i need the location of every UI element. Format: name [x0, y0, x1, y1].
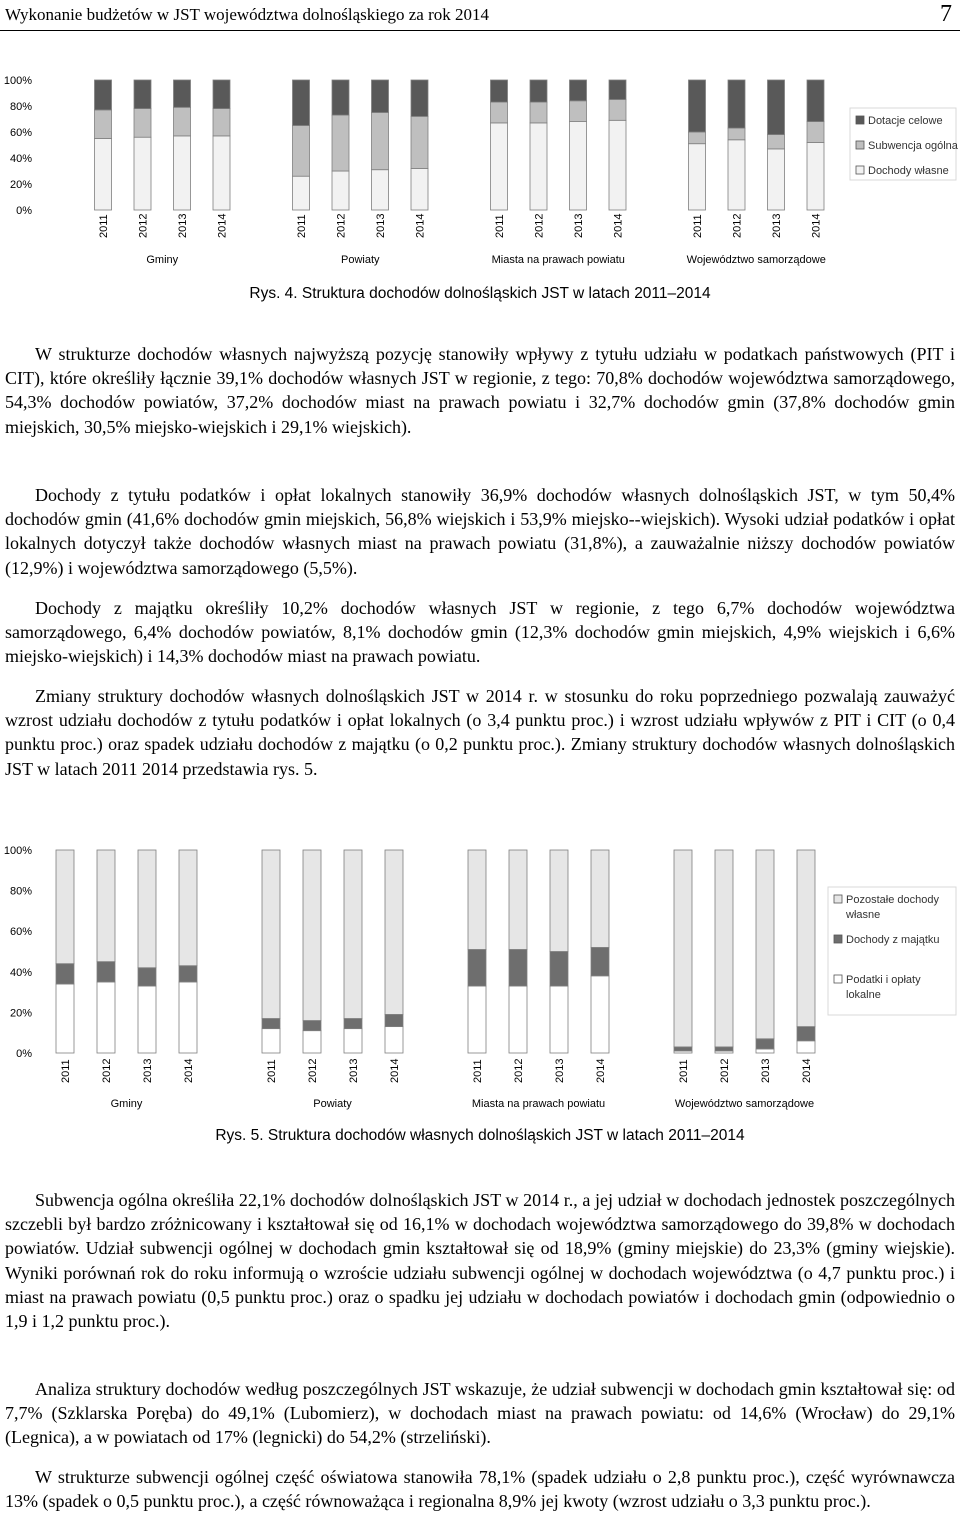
- bar-segment: [213, 109, 230, 136]
- y-tick-label: 0%: [16, 1048, 32, 1060]
- bar-segment: [530, 102, 547, 123]
- bar-segment: [138, 986, 156, 1053]
- x-tick-label: 2012: [101, 1058, 113, 1083]
- bar-segment: [609, 120, 626, 210]
- x-tick-label: 2014: [810, 213, 823, 238]
- x-tick-label: 2013: [760, 1058, 772, 1083]
- bar-segment: [797, 850, 815, 1027]
- bar-segment: [591, 850, 609, 947]
- bar-segment: [262, 1018, 280, 1028]
- y-tick-label: 80%: [9, 101, 32, 113]
- bar-segment: [491, 123, 508, 210]
- bar-segment: [756, 850, 774, 1039]
- x-tick-label: 2012: [307, 1058, 319, 1083]
- bar-segment: [385, 1027, 403, 1053]
- x-tick-label: 2014: [612, 213, 625, 238]
- paragraph-1: W strukturze dochodów własnych najwyższą pozycję stanowiły wpływy z tytułu udziału w podatkach państwowych (PIT i CIT), które określiły łącznie 39,1% dochodów własnych JST w regionie, z tego: 70,8% dochodów województwa samorządowego, 54,3% dochodów powiatów, 37,2% dochodów miast na prawach powiatu i 32,7% dochodów gmin (37,8% dochodów gmin miejskich, 30,5% miejsko-wiejskich i 29,1% wiejskich).: [5, 344, 955, 437]
- bar-segment: [468, 949, 486, 986]
- bar-segment: [303, 1021, 321, 1031]
- x-tick-label: 2013: [771, 213, 783, 238]
- y-tick-label: 20%: [9, 179, 32, 191]
- bar-segment: [468, 850, 486, 949]
- figure-4-svg: [0, 60, 960, 280]
- x-tick-label: 2014: [595, 1058, 607, 1083]
- x-tick-label: 2013: [348, 1058, 360, 1083]
- x-tick-label: 2011: [266, 1059, 278, 1083]
- paragraph-4: Zmiany struktury dochodów własnych dolnośląskich JST w 2014 r. w stosunku do roku poprzedniego pozwalają zauważyć wzrost udziału dochodów z tytułu podatków i opłat lokalnych (o 3,4 punktu proc.) i wzrost udziału wpływów z PIT i CIT (o 0,4 punktu proc.) oraz spadek udziału dochodów z majątku (o 0,2 punktu proc.). Zmiany struktury dochodów własnych dolnośląskich JST w latach 2011 2014 przedstawia rys. 5.: [5, 686, 955, 779]
- bar-segment: [293, 176, 310, 210]
- bar-segment: [56, 964, 74, 984]
- bar-segment: [768, 80, 785, 135]
- legend-swatch: [856, 141, 864, 149]
- bar-segment: [293, 80, 310, 126]
- legend-swatch: [856, 116, 864, 124]
- x-tick-label: 2014: [414, 213, 427, 238]
- x-tick-label: 2014: [801, 1058, 813, 1083]
- bar-segment: [97, 982, 115, 1053]
- bar-segment: [530, 123, 547, 210]
- figure-5-caption: Rys. 5. Struktura dochodów własnych dolnośląskich JST w latach 2011–2014: [215, 1127, 745, 1144]
- bar-segment: [768, 135, 785, 149]
- running-title: Wykonanie budżetów w JST województwa dolnośląskiego za rok 2014: [5, 5, 490, 24]
- bar-segment: [179, 966, 197, 982]
- bar-segment: [95, 80, 112, 110]
- bar-segment: [491, 102, 508, 123]
- bar-segment: [179, 982, 197, 1053]
- bar-segment: [385, 1014, 403, 1026]
- x-tick-label: 2012: [719, 1058, 731, 1083]
- bar-segment: [756, 1049, 774, 1053]
- y-tick-label: 0%: [16, 205, 32, 217]
- bar-segment: [689, 144, 706, 210]
- bar-segment: [591, 947, 609, 975]
- page-number: 7: [940, 1, 952, 27]
- bar-segment: [213, 136, 230, 210]
- x-tick-label: 2013: [142, 1058, 154, 1083]
- bar-segment: [715, 1047, 733, 1051]
- bar-segment: [95, 139, 112, 211]
- x-tick-label: 2011: [296, 214, 308, 238]
- group-label: Miasta na prawach powiatu: [491, 254, 625, 266]
- y-tick-label: 60%: [9, 926, 32, 939]
- bar-segment: [689, 132, 706, 144]
- legend-swatch: [834, 975, 842, 983]
- bar-segment: [411, 80, 428, 116]
- bar-segment: [591, 976, 609, 1053]
- bar-segment: [385, 850, 403, 1014]
- x-tick-label: 2012: [731, 213, 744, 238]
- bar-segment: [213, 80, 230, 109]
- bar-segment: [807, 142, 824, 210]
- bar-segment: [715, 850, 733, 1047]
- paragraph-6: Analiza struktury dochodów według poszczególnych JST wskazuje, że udział subwencji w dochodach gmin kształtował się: od 7,7% (Szklarska Poręba) do 49,1% (Lubomierz), w dochodach miast na prawach powiatu: od 14,6% (Wrocław) do 29,1% (Legnica), a w powiatach od 17% (legnicki) do 54,2% (strzeliński).: [5, 1379, 955, 1448]
- bar-segment: [332, 80, 349, 115]
- paragraph-7: W strukturze subwencji ogólnej część oświatowa stanowiła 78,1% (spadek udziału o 2,8 punktu proc.), część wyrównawcza 13% (spadek o 0,5 punktu proc.), a część równoważąca i regionalna 8,9% jej kwoty (wzrost udziału o 3,3 punktu proc.).: [5, 1467, 955, 1512]
- bar-segment: [411, 168, 428, 210]
- legend-label: własne: [846, 909, 881, 921]
- bar-segment: [134, 109, 151, 138]
- bar-segment: [609, 80, 626, 100]
- bar-segment: [807, 80, 824, 122]
- bar-segment: [509, 986, 527, 1053]
- bar-segment: [344, 1029, 362, 1053]
- bar-segment: [138, 968, 156, 986]
- bar-segment: [95, 110, 112, 139]
- y-tick-label: 40%: [9, 966, 32, 979]
- x-tick-label: 2012: [533, 213, 546, 238]
- legend-label: Dotacje celowe: [868, 115, 943, 127]
- x-tick-label: 2012: [137, 213, 150, 238]
- legend-label: Subwencja ogólna: [868, 140, 958, 152]
- bar-segment: [509, 949, 527, 986]
- bar-segment: [468, 986, 486, 1053]
- bar-segment: [332, 171, 349, 210]
- bar-segment: [179, 850, 197, 966]
- bar-segment: [303, 1031, 321, 1053]
- y-tick-label: 60%: [9, 127, 32, 139]
- group-label: Województwo samorządowe: [686, 254, 826, 266]
- bar-segment: [728, 80, 745, 128]
- bar-segment: [134, 80, 151, 109]
- figure-5-svg: [0, 835, 960, 1125]
- group-label: Powiaty: [340, 254, 380, 266]
- bar-segment: [509, 850, 527, 949]
- figure-4-caption: Rys. 4. Struktura dochodów dolnośląskich JST w latach 2011–2014: [249, 285, 711, 302]
- legend-label: Podatki i opłaty: [846, 974, 921, 986]
- group-label: Województwo samorządowe: [674, 1098, 815, 1110]
- bar-segment: [550, 850, 568, 952]
- x-tick-label: 2013: [375, 213, 387, 238]
- x-tick-label: 2011: [98, 214, 110, 238]
- bar-segment: [550, 986, 568, 1053]
- bar-segment: [570, 122, 587, 210]
- bar-segment: [293, 126, 310, 177]
- x-tick-label: 2014: [183, 1058, 195, 1083]
- bar-segment: [372, 113, 389, 170]
- paragraph-5: Subwencja ogólna określiła 22,1% dochodów dolnośląskich JST w 2014 r., a jej udział w dochodach jednostek poszczególnych szczebli był bardzo zróżnicowany i kształtował się od 16,1% w dochodach województwa samorządowego do 39,8% w dochodach powiatów. Udział subwencji ogólnej w dochodach gmin kształtował się od 18,9% (gminy miejskie) do 23,3% (gminy wiejskie). Wyniki porównań rok do roku informują o wzroście udziału subwencji ogólnej w dochodach województwa (o 4,7 punktu proc.) i miast na prawach powiatu (0,5 punktu proc.) oraz o spadku jej udziału w dochodach powiatów i dochodach gmin (odpowiednio o 1,9 i 1,2 punktu proc.).: [5, 1190, 955, 1332]
- x-tick-label: 2011: [472, 1059, 484, 1083]
- bar-segment: [674, 1047, 692, 1051]
- x-tick-label: 2014: [389, 1058, 401, 1083]
- x-tick-label: 2011: [494, 214, 506, 238]
- bar-segment: [97, 850, 115, 962]
- group-label: Gminy: [110, 1098, 143, 1110]
- bar-segment: [97, 962, 115, 982]
- legend-label: Dochody własne: [868, 165, 949, 177]
- figure-5-chart: [0, 835, 960, 1125]
- legend-swatch: [834, 935, 842, 943]
- y-tick-label: 20%: [9, 1007, 32, 1020]
- x-tick-label: 2013: [554, 1058, 566, 1083]
- bar-segment: [768, 149, 785, 210]
- x-tick-label: 2012: [335, 213, 348, 238]
- bar-segment: [372, 80, 389, 113]
- y-tick-label: 100%: [3, 75, 32, 87]
- group-label: Gminy: [146, 254, 179, 266]
- x-tick-label: 2014: [216, 213, 229, 238]
- bar-segment: [303, 850, 321, 1021]
- bar-segment: [138, 850, 156, 968]
- bar-segment: [674, 850, 692, 1047]
- bar-segment: [372, 170, 389, 210]
- bar-segment: [262, 850, 280, 1018]
- bar-segment: [491, 80, 508, 102]
- group-label: Powiaty: [313, 1098, 352, 1110]
- bar-segment: [530, 80, 547, 102]
- y-tick-label: 80%: [9, 885, 32, 898]
- bar-segment: [797, 1027, 815, 1041]
- bar-segment: [570, 80, 587, 101]
- bar-segment: [550, 952, 568, 987]
- legend-swatch: [834, 895, 842, 903]
- y-tick-label: 40%: [9, 153, 32, 165]
- bar-segment: [689, 80, 706, 132]
- bar-segment: [344, 850, 362, 1018]
- page-header: [0, 0, 960, 31]
- bar-segment: [174, 80, 191, 107]
- bar-segment: [797, 1041, 815, 1053]
- bar-segment: [262, 1029, 280, 1053]
- bar-segment: [728, 140, 745, 210]
- group-label: Miasta na prawach powiatu: [471, 1098, 606, 1110]
- bar-segment: [756, 1039, 774, 1049]
- bar-segment: [344, 1018, 362, 1028]
- legend-label: Pozostałe dochody: [846, 894, 939, 906]
- legend-label: lokalne: [846, 989, 881, 1001]
- bar-segment: [728, 128, 745, 140]
- bar-segment: [56, 850, 74, 964]
- x-tick-label: 2011: [678, 1059, 690, 1083]
- legend-swatch: [856, 166, 864, 174]
- x-tick-label: 2013: [573, 213, 585, 238]
- figure-4-chart: [0, 60, 960, 280]
- bar-segment: [174, 107, 191, 136]
- bar-segment: [134, 137, 151, 210]
- y-tick-label: 100%: [3, 845, 32, 857]
- bar-segment: [411, 116, 428, 168]
- bar-segment: [570, 101, 587, 122]
- bar-segment: [56, 984, 74, 1053]
- paragraph-3: Dochody z majątku określiły 10,2% dochodów własnych JST w regionie, z tego 6,7% dochodów województwa samorządowego, 6,4% dochodów powiatów, 8,1% dochodów gmin (12,3% dochodów gmin miejskich, 4,9% wiejskich i 6,6% miejsko-wiejskich) i 14,3% dochodów miast na prawach powiatu.: [5, 598, 955, 667]
- x-tick-label: 2012: [513, 1058, 525, 1083]
- bar-segment: [609, 100, 626, 121]
- bar-segment: [807, 122, 824, 143]
- bar-segment: [174, 136, 191, 210]
- x-tick-label: 2013: [177, 213, 189, 238]
- x-tick-label: 2011: [60, 1059, 72, 1083]
- paragraph-2: Dochody z tytułu podatków i opłat lokalnych stanowiły 36,9% dochodów własnych dolnośląskich JST, w tym 50,4% dochodów gmin (41,6% dochodów gmin miejskich, 56,8% wiejskich i 53,9% miejsko--wiejskich). Wysoki udział podatków i opłat lokalnych dotyczył także dochodów własnych miast na prawach powiatu (31,8%), a zauważalnie niższy dochodów powiatów (12,9%) i województwa samorządowego (5,5%).: [5, 485, 955, 578]
- bar-segment: [332, 115, 349, 171]
- legend-label: Dochody z majątku: [846, 934, 940, 946]
- x-tick-label: 2011: [692, 214, 704, 238]
